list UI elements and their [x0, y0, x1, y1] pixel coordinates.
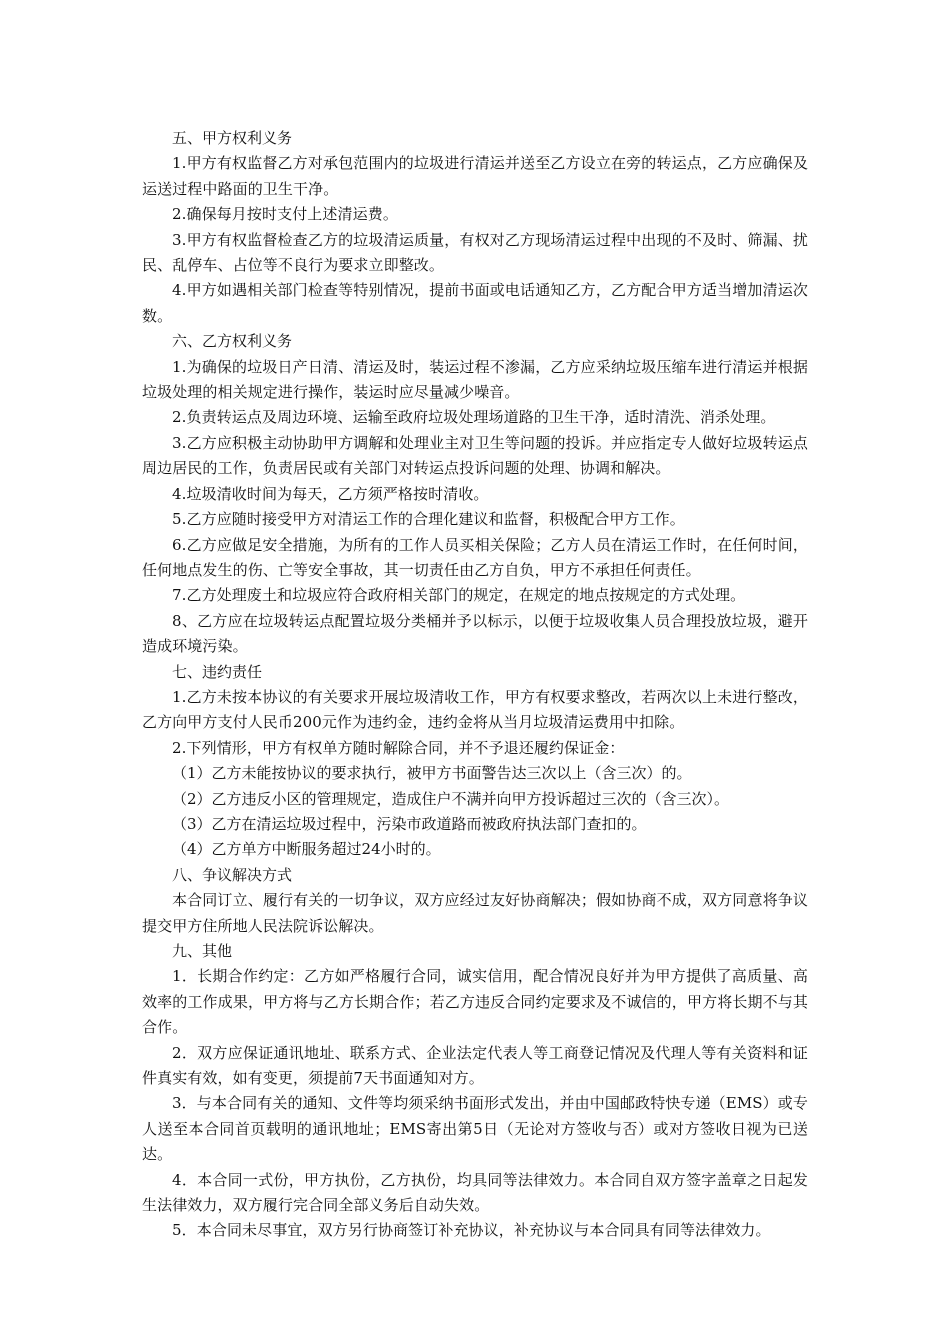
clause: 7.乙方处理废土和垃圾应符合政府相关部门的规定，在规定的地点按规定的方式处理。: [172, 586, 746, 605]
sub-clause: （1）乙方未能按协议的要求执行，被甲方书面警告达三次以上（含三次）的。: [172, 764, 692, 783]
sub-clause: （2）乙方违反小区的管理规定，造成住户不满并向甲方投诉超过三次的（含三次）。: [172, 789, 730, 808]
clause: 4．本合同一式份，甲方执份，乙方执份，均具同等法律效力。本合同自双方签字盖章之日起发生法律效力，双方履行完合同全部义务后自动失效。: [142, 1170, 808, 1215]
section-heading: 六、乙方权利义务: [172, 332, 293, 351]
section-heading: 七、违约责任: [172, 662, 263, 681]
clause: 5.乙方应随时接受甲方对清运工作的合理化建议和监督，积极配合甲方工作。: [172, 510, 685, 529]
clause: 4.垃圾清收时间为每天，乙方须严格按时清收。: [172, 484, 489, 503]
clause: 3.甲方有权监督检查乙方的垃圾清运质量，有权对乙方现场清运过程中出现的不及时、筛漏、扰民、乱停车、占位等不良行为要求立即整改。: [142, 230, 808, 275]
section-heading: 九、其他: [172, 942, 233, 960]
clause: 3．与本合同有关的通知、文件等均须采纳书面形式发出，并由中国邮政特快专递（EMS）或专人送至本合同首页载明的通讯地址；EMS寄出第5日（无论对方签收与否）或对方签收日视为已送达。: [142, 1094, 808, 1164]
clause: 1.甲方有权监督乙方对承包范围内的垃圾进行清运并送至乙方设立在旁的转运点，乙方应确保及运送过程中路面的卫生干净。: [142, 154, 808, 198]
clause: 2．双方应保证通讯地址、联系方式、企业法定代表人等工商登记情况及代理人等有关资料和证件真实有效，如有变更，须提前7天书面通知对方。: [142, 1043, 808, 1088]
clause: 1．长期合作约定：乙方如严格履行合同，诚实信用，配合情况良好并为甲方提供了高质量、高效率的工作成果，甲方将与乙方长期合作；若乙方违反合同约定要求及不诚信的，甲方将长期不与其合作。: [142, 967, 808, 1037]
sub-clause: （4）乙方单方中断服务超过24小时的。: [172, 840, 441, 859]
clause: 2.确保每月按时支付上述清运费。: [172, 205, 398, 224]
clause: 2.负责转运点及周边环境、运输至政府垃圾处理场道路的卫生干净，适时清洗、消杀处理。: [172, 408, 776, 427]
clause: 2.下列情形，甲方有权单方随时解除合同，并不予退还履约保证金：: [172, 738, 625, 757]
clause: 3.乙方应积极主动协助甲方调解和处理业主对卫生等问题的投诉。并应指定专人做好垃圾转运点周边居民的工作，负责居民或有关部门对转运点投诉问题的处理、协调和解决。: [142, 433, 808, 478]
sub-clause: （3）乙方在清运垃圾过程中，污染市政道路而被政府执法部门查扣的。: [172, 814, 647, 833]
clause: 4.甲方如遇相关部门检查等特别情况，提前书面或电话通知乙方，乙方配合甲方适当增加清运次数。: [142, 281, 808, 325]
clause: 6.乙方应做足安全措施，为所有的工作人员买相关保险；乙方人员在清运工作时，在任何时间，任何地点发生的伤、亡等安全事故，其一切责任由乙方自负，甲方不承担任何责任。: [142, 535, 808, 579]
clause: 8、乙方应在垃圾转运点配置垃圾分类桶并予以标示，以便于垃圾收集人员合理投放垃圾，避开造成环境污染。: [142, 611, 808, 656]
section-heading: 五、甲方权利义务: [172, 129, 293, 147]
clause: 本合同订立、履行有关的一切争议，双方应经过友好协商解决；假如协商不成，双方同意将争议提交甲方住所地人民法院诉讼解决。: [142, 891, 808, 935]
document-page: [142, 126, 808, 1244]
clause: 1.乙方未按本协议的有关要求开展垃圾清收工作，甲方有权要求整改，若两次以上未进行整改，乙方向甲方支付人民币200元作为违约金，违约金将从当月垃圾清运费用中扣除。: [142, 687, 808, 732]
clause: 5．本合同未尽事宜，双方另行协商签订补充协议，补充协议与本合同具有同等法律效力。: [172, 1221, 771, 1240]
clause: 1.为确保的垃圾日产日清、清运及时，装运过程不渗漏，乙方应采纳垃圾压缩车进行清运并根据垃圾处理的相关规定进行操作，装运时应尽量减少噪音。: [142, 357, 808, 402]
section-heading: 八、争议解决方式: [172, 865, 293, 884]
